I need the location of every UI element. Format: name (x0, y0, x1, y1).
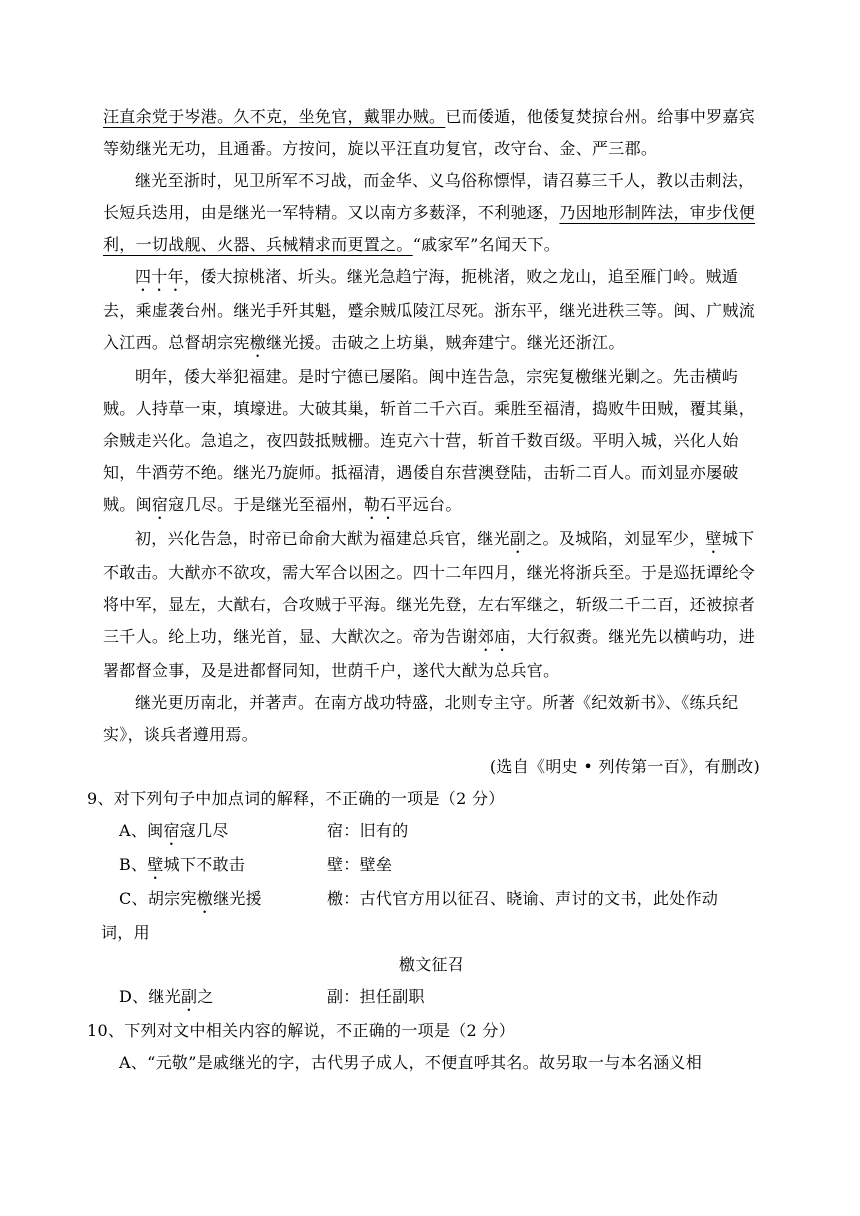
option-text: 之 (197, 987, 214, 1006)
option-text: A、闽 (119, 821, 164, 840)
option-explanation: 副：担任副职 (327, 987, 425, 1006)
dotted-word: 四十年 (135, 267, 184, 286)
option-text: C、胡宗宪 (119, 889, 197, 908)
question-10-stem: 10、下列对文中相关内容的解说，不正确的一项是（2 分） (87, 1021, 516, 1040)
paragraph-text: ，大行叙赉。继光先以横屿功，进署都督佥事，及是进都督同知，世荫千户，遂代大猷为总兵官。 (103, 627, 756, 680)
option-text: B、 (119, 855, 148, 874)
dotted-word: 宿 (151, 495, 169, 514)
paragraph-text: 之。及城陷，刘显军少， (526, 529, 706, 548)
underlined-sentence: 汪直余党于岑港。久不克，坐免官，戴罪办贼。 (103, 107, 446, 126)
underlined-sentence: 乃因地形制阵法，审步伐便利，一切战舰、火器、兵械精求而更置之。 (103, 203, 756, 254)
option-text: D、继光 (119, 987, 182, 1006)
paragraph-2 (103, 165, 760, 261)
dotted-word: 壁 (147, 855, 164, 874)
option-explanation-continued: 词，用 (101, 923, 150, 942)
option-text: 寇几尽 (179, 821, 229, 840)
option-sentence (119, 883, 327, 917)
dotted-word: 檄 (249, 333, 267, 352)
dotted-word: 勒石 (363, 495, 397, 514)
option-d (103, 981, 760, 1015)
paragraph-text: 城下不敢击。大猷亦不欲攻，需大军合以困之。四十二年四月，继光将浙兵至。于是巡抚谭纶令将中军，显左，大猷右，合攻贼于平海。继光先登，左右军继之，斩级二千二百，还被掠者三千人。纶上功，继光首，显、大猷次之。帝为告谢 (103, 529, 756, 646)
paragraph-text: 初，兴化告急，时帝已命俞大猷为福建总兵官，继光 (135, 529, 510, 548)
option-sentence (119, 981, 327, 1015)
option-sentence (119, 815, 327, 849)
dotted-word: 副 (509, 529, 527, 548)
paragraph-text: 明年，倭大举犯福建。是时宁德已屡陷。闽中连告急，宗宪复檄继光剿之。先击横屿贼。人持草一束，填壕进。大破其巢，斩首二千六百。乘胜至福清，捣败牛田贼，覆其巢，余贼走兴化。急追之，夜四鼓抵贼栅。连克六十营，斩首千数百级。平明入城，兴化人始知，牛酒劳不绝。继光乃旋师。抵福清，遇倭自东营澳登陆，击斩二百人。而刘显亦屡破贼。闽 (103, 367, 756, 514)
dotted-word: 郊庙 (477, 627, 511, 646)
paragraph-1 (103, 101, 760, 165)
dotted-word: 宿 (163, 821, 180, 840)
question-10-option-a: A、“元敬”是戚继光的字，古代男子成人，不便直呼其名。故另取一与本名涵义相 (119, 1053, 703, 1072)
paragraph-text: 继光援。击破之上坊巢，贼奔建宁。继光还浙江。 (266, 333, 625, 352)
option-explanation: 壁：壁垒 (327, 855, 393, 874)
paragraph-4 (103, 361, 760, 523)
source-citation: (选自《明史 • 列传第一百》，有删改) (489, 757, 760, 776)
paragraph-5 (103, 523, 760, 687)
option-b (103, 849, 760, 883)
dotted-word: 壁 (705, 529, 722, 548)
paragraph-3 (103, 261, 760, 361)
option-explanation: 宿：旧有的 (327, 821, 409, 840)
option-explanation-continued: 檄文征召 (398, 955, 465, 974)
paragraph-text: 已而倭遁，他倭复焚掠台州。给事中罗嘉宾等劾继光无功，且通番。方按问，旋以平汪直功复官，改守台、金、严三郡。 (103, 107, 756, 158)
paragraph-text: 平远台。 (396, 495, 462, 514)
question-9-stem: 9、对下列句子中加点词的解释，不正确的一项是（2 分） (87, 789, 505, 808)
paragraph-text: 寇几尽。于是继光至福州， (168, 495, 364, 514)
dotted-word: 副 (181, 987, 198, 1006)
paragraph-text: 继光更历南北，并著声。在南方战功特盛，北则专主守。所著《纪效新书》、《练兵纪实》，谈兵者遵用焉。 (103, 693, 739, 744)
paragraph-text: “戚家军”名闻天下。 (412, 235, 561, 254)
option-explanation: 檄：古代官方用以征召、晓谕、声讨的文书，此处作动 (327, 889, 719, 908)
option-a (103, 815, 760, 849)
option-sentence (119, 849, 327, 883)
dotted-word: 檄 (196, 889, 214, 908)
paragraph-text: ，倭大掠桃渚、圻头。继光急趋宁海，扼桃渚，败之龙山，追至雁门岭。贼遁去，乘虚袭台州。继光手歼其魁，蹙余贼瓜陵江尽死。浙东平，继光进秩三等。闽、广贼流入江西。总督胡宗宪 (103, 267, 756, 352)
paragraph-6 (103, 687, 760, 751)
option-text: 继光援 (213, 889, 262, 908)
passage-text (87, 101, 760, 1079)
paragraph-text: 继光至浙时，见卫所军不习战，而金华、义乌俗称慓悍，请召募三千人，教以击刺法，长短兵迭用，由是继光一军特精。又以南方多薮泽，不利驰逐， (103, 171, 755, 222)
option-c (103, 883, 760, 917)
option-text: 城下不敢击 (163, 855, 246, 874)
